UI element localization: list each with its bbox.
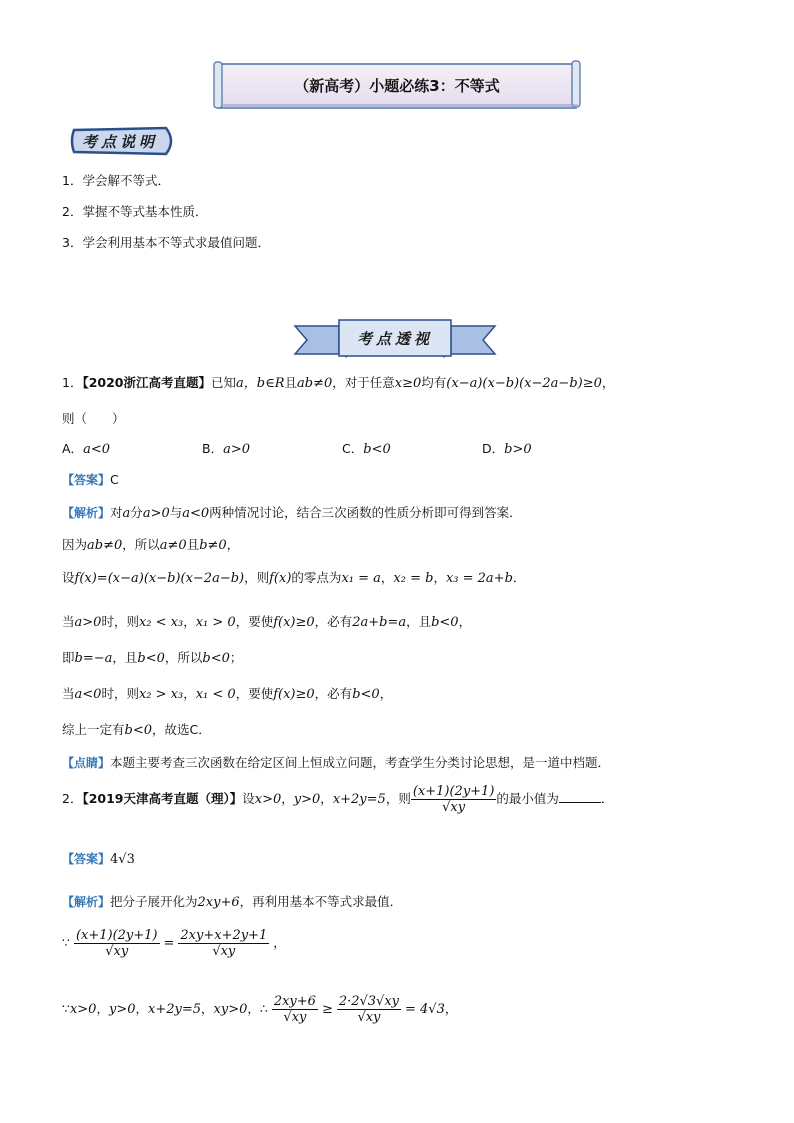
q1-line-3: 当a>0时，则x₂ < x₃，x₁ > 0，要使f(x)≥0，必有2a+b=a，且b<0， — [62, 614, 472, 630]
q1-option-a: A．a<0 — [62, 441, 110, 457]
q2-fraction: $\frac{(x+1)(2y+1)}{√xy}$ — [412, 784, 495, 815]
q1-line-2: 设f(x)=(x−a)(x−b)(x−2a−b)，则f(x)的零点为x₁ = a，x₂ = b，x₃ = 2a+b． — [62, 570, 526, 586]
badge-label-perspective: 考点透视 — [356, 329, 433, 348]
badge-label-explanation: 考点说明 — [81, 132, 158, 151]
q2-stem: 2．【2019天津高考直题（理）】设x>0，y>0，x+2y=5，则 $\frac{(x+1)(2y+1)}{√xy}$ 的最小值为 ． — [62, 784, 614, 815]
q1-then: 则（ ） — [62, 411, 125, 426]
q1-line-4: 即b=−a，且b<0，所以b<0； — [62, 650, 243, 666]
q2-analysis: 【解析】把分子展开化为2xy+6，再利用基本不等式求最值． — [62, 894, 403, 910]
answer-blank — [559, 790, 601, 803]
point-3: 3．学会利用基本不等式求最值问题． — [62, 235, 270, 250]
q1-option-c: C．b<0 — [342, 441, 391, 457]
q1-option-d: D．b>0 — [482, 441, 532, 457]
q1-line-6: 综上一定有b<0，故选C． — [62, 722, 211, 738]
title-banner — [212, 60, 582, 110]
q1-line-1: 因为ab≠0，所以a≠0且b≠0， — [62, 537, 240, 553]
point-1: 1．学会解不等式． — [62, 173, 170, 188]
q2-equation-1: ∵ $\frac{(x+1)(2y+1)}{√xy}$ = $\frac{2xy+x+2y+1}{√xy}$ ， — [62, 928, 286, 959]
q2-answer: 【答案】4√3 — [62, 852, 135, 867]
q1-analysis: 【解析】对a分a>0与a<0两种情况讨论，结合三次函数的性质分析即可得到答案． — [62, 505, 522, 521]
point-2: 2．掌握不等式基本性质． — [62, 204, 208, 219]
q1-option-b: B．a>0 — [202, 441, 250, 457]
q1-stem: 1．【2020浙江高考直题】已知a，b∈R且ab≠0，对于任意x≥0均有(x−a)(x−b)(x−2a−b)≥0， — [62, 375, 615, 391]
section-badge-explanation — [66, 124, 178, 158]
page-title: （新高考）小题必练3：不等式 — [294, 76, 500, 95]
q1-answer: 【答案】C — [62, 472, 119, 487]
q1-comment: 【点睛】本题主要考查三次函数在给定区间上恒成立问题，考查学生分类讨论思想，是一道中档题． — [62, 755, 611, 770]
q2-equation-2: ∵x>0，y>0，x+2y=5，xy>0，∴ $\frac{2xy+6}{√xy}$ ≥ $\frac{2\cdot 2√3√xy}{√xy}$ = 4√3， — [62, 994, 458, 1025]
q1-line-5: 当a<0时，则x₂ > x₃，x₁ < 0，要使f(x)≥0，必有b<0， — [62, 686, 393, 702]
section-badge-perspective — [293, 318, 497, 360]
